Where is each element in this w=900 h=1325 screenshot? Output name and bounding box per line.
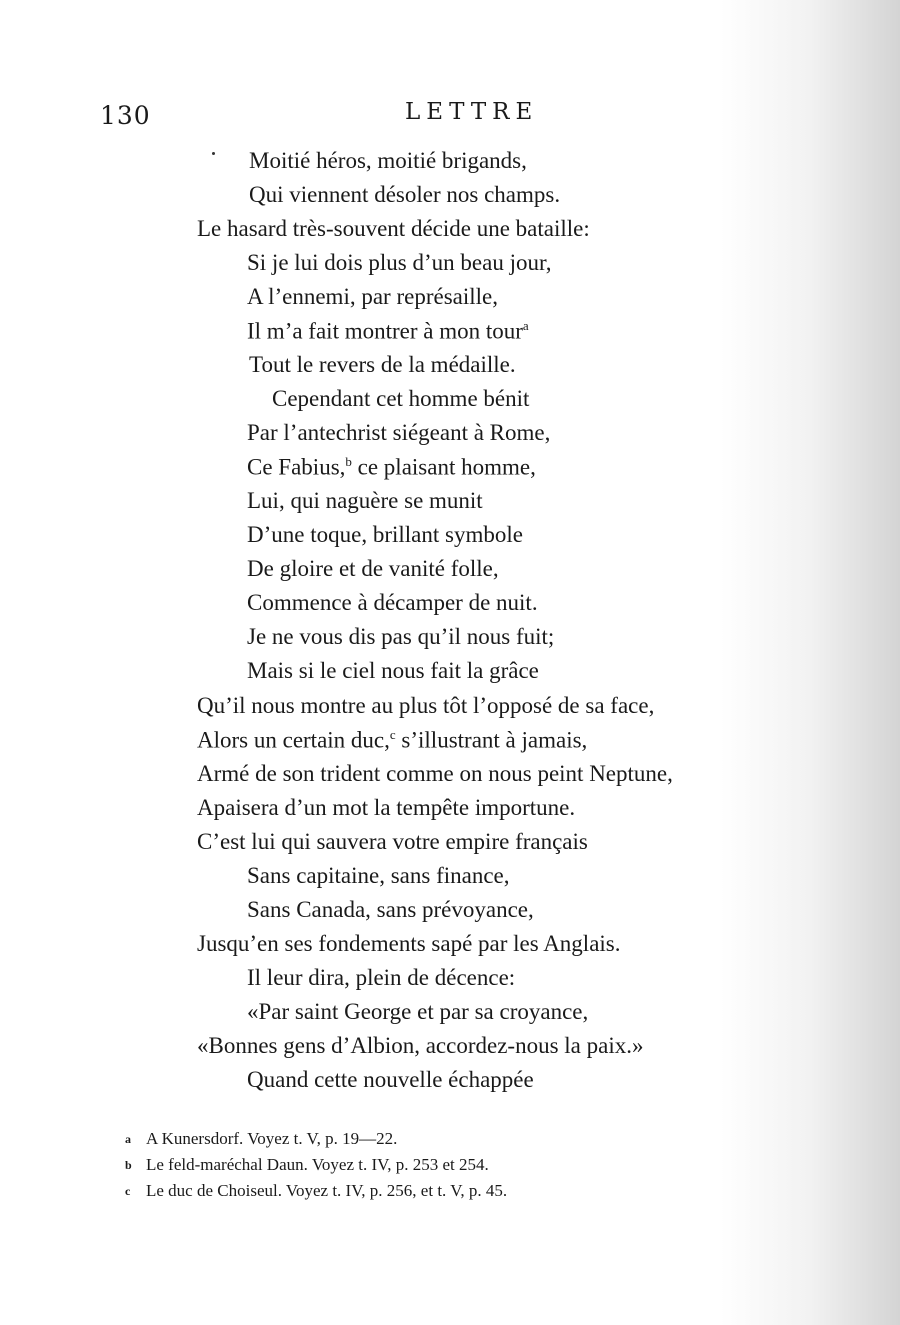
verse-line: «Par saint George et par sa croyance, [247,999,589,1024]
verse-line [197,727,587,754]
verse-text: Ce Fabius, [247,454,346,480]
verse-line: Tout le revers de la médaille. [249,352,516,377]
verse-line: A l’ennemi, par représaille, [247,284,498,309]
footnote-text: Le duc de Choiseul. Voyez t. IV, p. 256, et t. V, p. 45. [146,1181,508,1200]
verse-line: Quand cette nouvelle échappée [247,1067,534,1092]
verse-text: s’illustrant à jamais, [401,727,588,753]
verse-text: Alors un certain duc, [197,727,390,753]
verse-line [247,318,529,345]
verse-line: C’est lui qui sauvera votre empire français [197,829,588,854]
verse-line: Jusqu’en ses fondements sapé par les Anglais. [197,931,621,956]
verse-line: Qui viennent désoler nos champs. [249,182,561,207]
verse-text: Il m’a fait montrer à mon tour [247,318,523,344]
verse-line: «Bonnes gens d’Albion, accordez-nous la paix.» [197,1033,644,1058]
footnote-letter: b [125,1158,132,1172]
verse-line: D’une toque, brillant symbole [247,522,523,547]
verse-line: Lui, qui naguère se munit [247,488,483,513]
verse-line: Armé de son trident comme on nous peint Neptune, [197,761,673,786]
running-title: LETTRE [405,99,539,125]
note-reference-a: a [522,318,529,333]
verse-line: Sans Canada, sans prévoyance, [247,897,534,922]
verse-line: Mais si le ciel nous fait la grâce [247,658,539,683]
verse-line: Le hasard très-souvent décide une bataille: [197,216,590,241]
verse-line: De gloire et de vanité folle, [247,556,499,581]
footnote-letter: a [125,1132,131,1146]
footnote-text: Le feld-maréchal Daun. Voyez t. IV, p. 253 et 254. [146,1155,489,1174]
verse-line: Si je lui dois plus d’un beau jour, [247,250,552,275]
verse-line: Je ne vous dis pas qu’il nous fuit; [247,624,555,649]
verse-text: ce plaisant homme, [357,454,536,480]
verse-line: Cependant cet homme bénit [272,386,530,411]
verse-line: Il leur dira, plein de décence: [247,965,516,990]
footnote-text: A Kunersdorf. Voyez t. V, p. 19—22. [146,1129,398,1148]
note-reference-b: b [345,454,352,469]
footnote-letter: c [125,1184,131,1198]
verse-line: Commence à décamper de nuit. [247,590,538,615]
note-reference-c: c [389,727,396,742]
verse-line [247,454,536,481]
verse-line: Sans capitaine, sans finance, [247,863,510,888]
page-number: 130 [100,101,151,130]
verse-line: Par l’antechrist siégeant à Rome, [247,420,551,445]
verse-line: Qu’il nous montre au plus tôt l’opposé de sa face, [197,693,655,718]
ink-speck [212,152,215,155]
verse-line: Moitié héros, moitié brigands, [249,148,527,173]
verse-line: Apaisera d’un mot la tempête importune. [197,795,576,820]
